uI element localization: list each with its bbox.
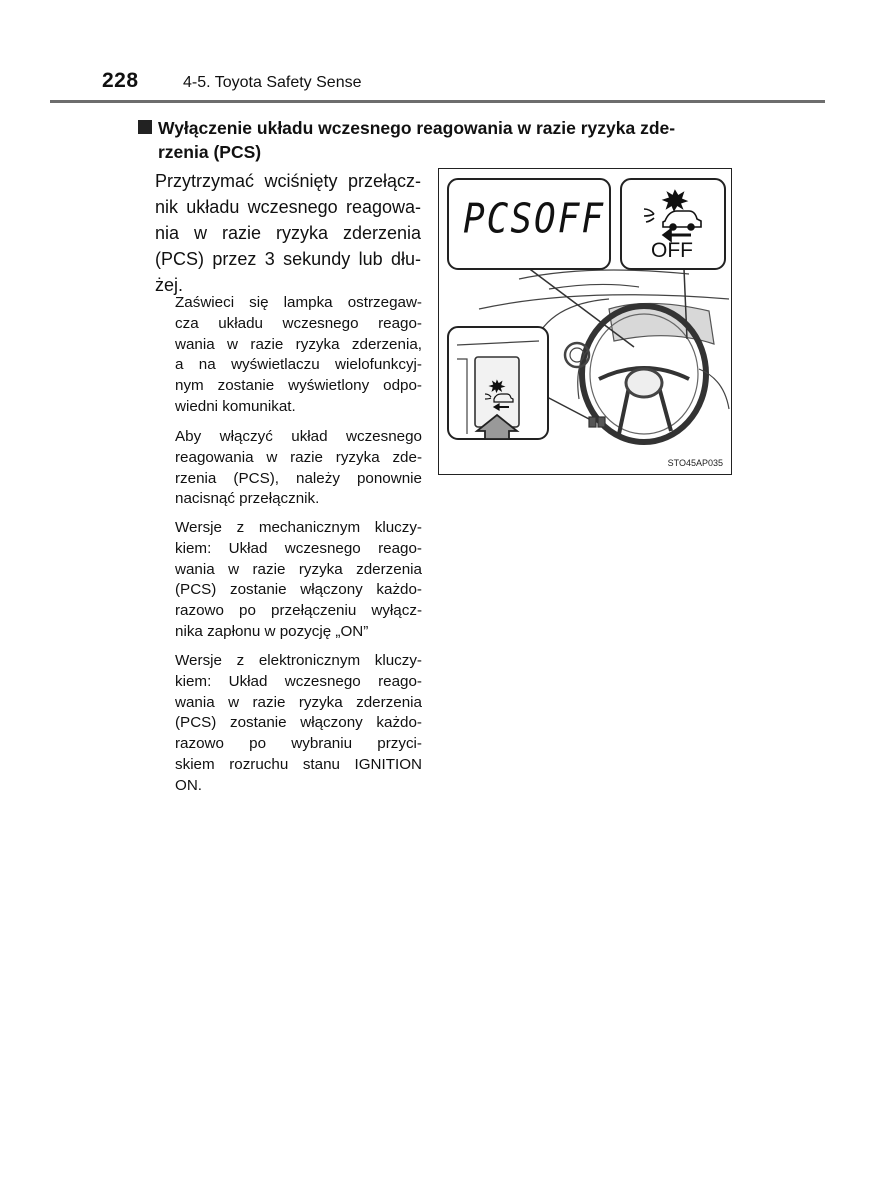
paragraph-line: żej. — [155, 275, 184, 295]
note-line: kiem: Układ wczesnego reago- — [175, 672, 422, 690]
section-heading-line1: Wyłączenie układu wczesnego reagowania w razie ryzyka zde- — [158, 118, 676, 138]
section-heading-line2: rzenia (PCS) — [158, 142, 262, 162]
note-line: Zaświeci się lampka ostrzegaw- — [175, 294, 422, 311]
note-line: cza układu wczesnego reago- — [175, 314, 422, 332]
note-line: wania w razie ryzyka zderzenia, — [175, 335, 422, 353]
note-line: Wersje z mechanicznym kluczy- — [175, 519, 422, 536]
paragraph-line: nik układu wczesnego reagowa- — [155, 197, 421, 217]
note-line: ON. — [175, 776, 203, 794]
note-line: nacisnąć przełącznik. — [175, 490, 320, 508]
figure-code: STO45AP035 — [667, 458, 723, 468]
note-line: wania w razie ryzyka zderzenia — [175, 560, 422, 578]
dashboard-illustration — [438, 168, 732, 475]
note-line: (PCS) zostanie włączony każdo- — [175, 714, 422, 732]
note-reenable — [175, 427, 422, 510]
note-line: (PCS) zostanie włączony każdo- — [175, 581, 422, 599]
paragraph-line: (PCS) przez 3 sekundy lub dłu- — [155, 249, 421, 269]
note-line: skiem rozruchu stanu IGNITION — [175, 755, 422, 773]
note-line: razowo po wybraniu przyci- — [175, 735, 422, 753]
note-line: nika zapłonu w pozycję „ON” — [175, 622, 369, 640]
paragraph-line: nia w razie ryzyka zderzenia — [155, 223, 421, 243]
page-number: 228 — [102, 69, 139, 92]
paragraph-line: Przytrzymać wciśnięty przełącz- — [155, 171, 421, 191]
note-line: wania w razie ryzyka zderzenia — [175, 693, 422, 711]
heading-bullet-icon — [138, 120, 152, 134]
note-warning-light — [175, 293, 422, 418]
main-paragraph — [155, 168, 421, 298]
pcs-off-indicator-label: OFF — [651, 239, 693, 262]
note-mechanical-key — [175, 518, 422, 643]
note-line: Aby włączyć układ wczesnego — [175, 428, 422, 445]
note-line: wiedni komunikat. — [175, 397, 296, 415]
note-line: reagowania w razie ryzyka zde- — [175, 448, 422, 466]
note-line: kiem: Układ wczesnego reago- — [175, 539, 422, 557]
section-title: 4-5. Toyota Safety Sense — [183, 74, 362, 91]
note-electronic-key — [175, 651, 422, 797]
header-divider — [50, 100, 825, 103]
note-line: a na wyświetlaczu wielofunkcyj- — [175, 356, 422, 374]
note-line: Wersje z elektronicznym kluczy- — [175, 652, 422, 669]
multi-info-display-text: PCSOFF — [463, 195, 606, 244]
note-line: razowo po przełączeniu wyłącz- — [175, 602, 422, 620]
note-line: nym zostanie wyświetlony odpo- — [175, 377, 422, 395]
note-line: rzenia (PCS), należy ponownie — [175, 469, 422, 487]
